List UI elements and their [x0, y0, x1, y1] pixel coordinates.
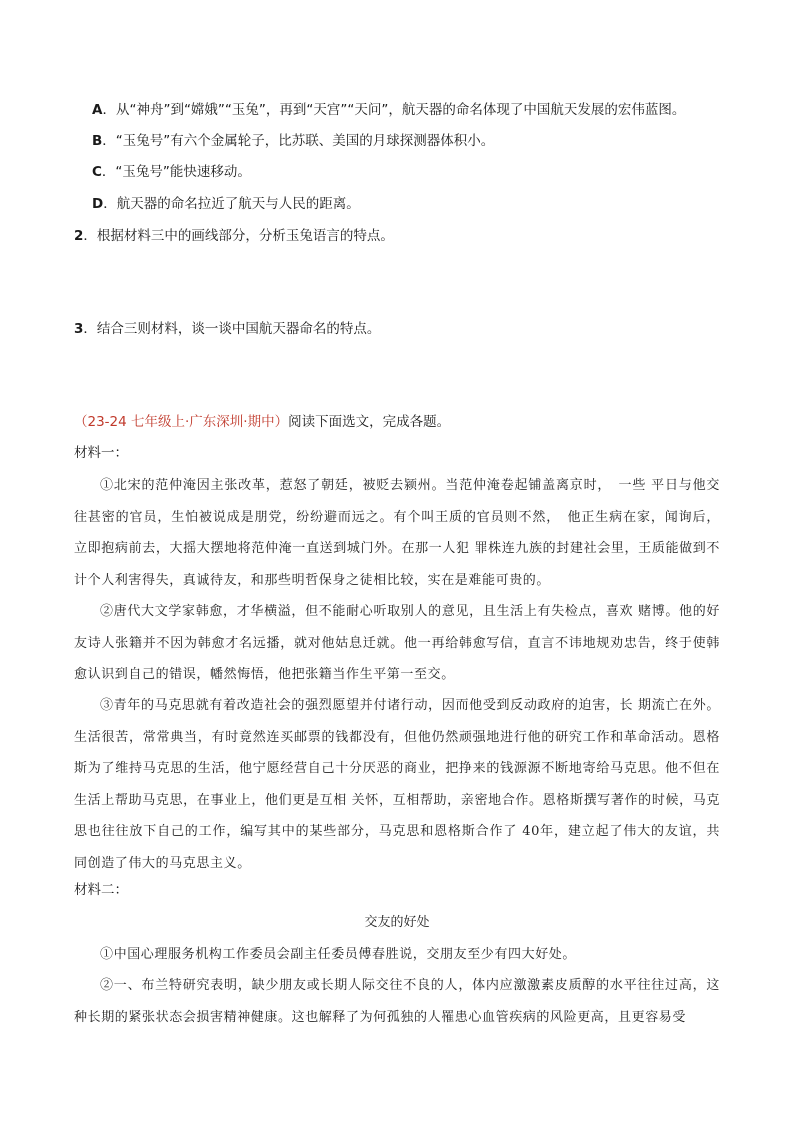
- question-number: 2: [74, 228, 84, 244]
- material2-title: 交友的好处: [364, 915, 430, 930]
- source-close: ）: [274, 414, 289, 430]
- material1-paragraph-2: ②唐代大文学家韩愈，才华横溢，但不能耐心听取别人的意见，且生活上有失检点，喜欢 赌博。他的好友诗人张籍并不因为韩愈才名远播，就对他姑息迁就。他一再给韩愈写信，直言不讳地规劝忠告，终于使韩愈认识到自己的错误，幡然悔悟，他把张籍当作生平第一至交。: [74, 604, 720, 682]
- option-text: ．“玉兔号”能快速移动。: [101, 164, 251, 180]
- material2-paragraph-1: ①中国心理服务机构工作委员会副主任委员傅春胜说，交朋友至少有四大好处。: [100, 947, 577, 962]
- option-text: ．“玉兔号”有六个金属轮子，比苏联、美国的月球探测器体积小。: [102, 133, 495, 149]
- option-letter: C: [92, 164, 102, 180]
- question-text: ．结合三则材料，谈一谈中国航天器命名的特点。: [83, 321, 381, 337]
- material1-paragraph-3: ③青年的马克思就有着改造社会的强烈愿望并付诸行动，因而他受到反动政府的迫害，长 期流亡在外。生活很苦，常常典当，有时竟然连买邮票的钱都没有，但他仍然顽强地进行他的研究工作和革命活动。恩格斯为了维持马克思的生活，他宁愿经营自己十分厌恶的商业，把挣来的钱源源不断地寄给马克思。他不但在生活上帮助马克思，在事业上，他们更是互相 关怀，互相帮助，亲密地合作。恩格斯撰写著作的时候，马克思也往往放下自己的工作，编写其中的某些部分，马克思和恩格斯合作了 40年，建立起了伟大的友谊，共同创造了伟大的马克思主义。: [74, 698, 720, 871]
- material2-paragraph-2: ②一、布兰特研究表明，缺少朋友或长期人际交往不良的人，体内应激激素皮质醇的水平往往过高，这种长期的紧张状态会损害精神健康。这也解释了为何孤独的人罹患心血管疾病的风险更高，且更容易受: [74, 978, 720, 1025]
- option-letter: B: [92, 133, 103, 149]
- option-c: [92, 162, 251, 182]
- option-text: ．从“神舟”到“嫦娥”“玉兔”，再到“天宫”“天问”，航天器的命名体现了中国航天发展的宏伟蓝图。: [102, 102, 686, 118]
- source-instruction: 阅读下面选文，完成各题。: [288, 414, 451, 430]
- question-3: [74, 319, 380, 339]
- question-2: [74, 226, 394, 246]
- source-line: [74, 412, 450, 432]
- option-a: [92, 100, 685, 120]
- option-b: [92, 131, 494, 151]
- option-letter: D: [92, 196, 104, 212]
- material2-heading: 材料二：: [74, 882, 128, 898]
- question-text: ．根据材料三中的画线部分，分析玉兔语言的特点。: [83, 228, 394, 244]
- question-number: 3: [74, 321, 84, 337]
- material1-paragraph-1: ①北宋的范仲淹因主张改革，惹怒了朝廷，被贬去颍州。当范仲淹卷起铺盖离京时， 一些 平日与他交往甚密的官员，生怕被说成是朋党，纷纷避而远之。有个叫王质的官员则不然， 他正生病在家，闻询后，立即抱病前去，大摇大摆地将范仲淹一直送到城门外。在那一人犯 罪株连九族的封建社会里，王质能做到不计个人利害得失，真诚待友，和那些明哲保身之徒相比较，实在是难能可贵的。: [74, 478, 720, 588]
- option-letter: A: [92, 102, 103, 118]
- source-tag: 23-24 七年级上·广东深圳·期中: [87, 414, 275, 430]
- material1-heading: 材料一：: [74, 445, 128, 461]
- option-text: ．航天器的命名拉近了航天与人民的距离。: [103, 196, 360, 212]
- source-open: （: [74, 414, 88, 430]
- option-d: [92, 194, 360, 214]
